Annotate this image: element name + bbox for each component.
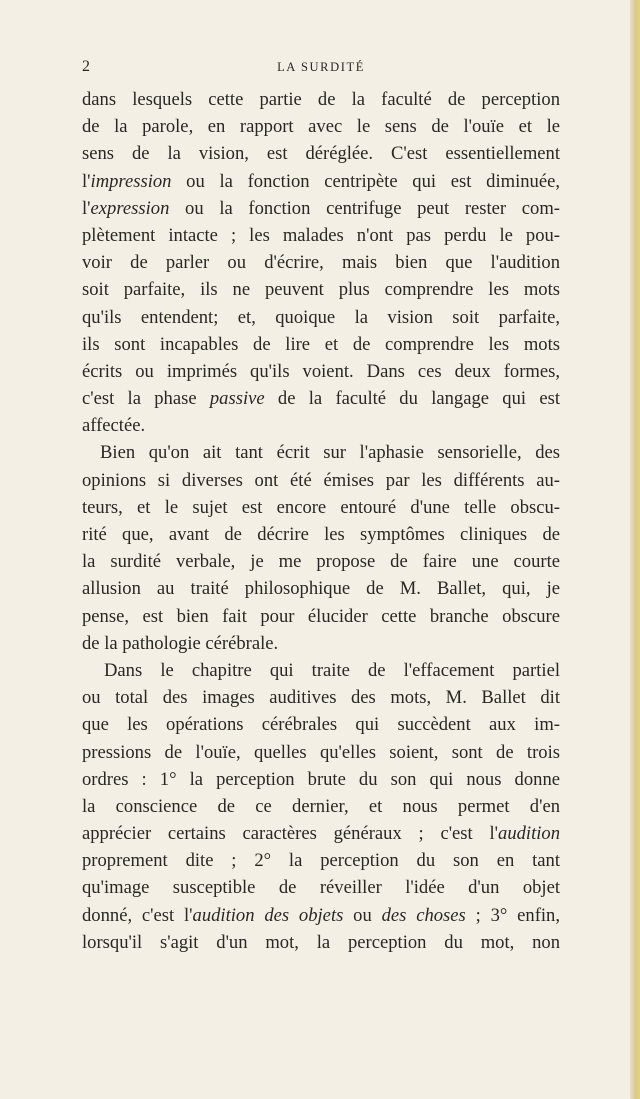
text-line: donné, c'est l'audition des objets ou des choses ; 3° enfin, [82, 904, 560, 926]
body-text [82, 86, 560, 956]
text-line: de la pathologie cérébrale. [82, 632, 279, 654]
text-line: pense, est bien fait pour élucider cette branche obscure [82, 605, 560, 627]
text-line: voir de parler ou d'écrire, mais bien que l'audition [82, 252, 560, 274]
text-line: sens de la vision, est déréglée. C'est essentiellement [82, 143, 560, 165]
text-line: soit parfaite, ils ne peuvent plus comprendre les mots [82, 279, 560, 301]
text-line: Dans le chapitre qui traite de l'effacement partiel [104, 659, 560, 681]
text-line: qu'image susceptible de réveiller l'idée d'un objet [82, 877, 560, 899]
text-line: écrits ou imprimés qu'ils voient. Dans ces deux formes, [82, 360, 560, 382]
text-line: Bien qu'on ait tant écrit sur l'aphasie sensorielle, des [100, 442, 560, 464]
text-line: teurs, et le sujet est encore entouré d'une telle obscu- [82, 496, 560, 518]
text-line: dans lesquels cette partie de la faculté de perception [82, 89, 560, 110]
text-line: de la parole, en rapport avec le sens de l'ouïe et le [82, 116, 560, 138]
text-line: ordres : 1° la perception brute du son qui nous donne [82, 768, 560, 790]
text-line: rité que, avant de décrire les symptômes cliniques de [82, 524, 560, 545]
page-header [82, 58, 560, 80]
text-line: c'est la phase passive de la faculté du langage qui est [82, 388, 560, 410]
text-line: ou total des images auditives des mots, M. Ballet dit [82, 687, 560, 709]
page-edge [630, 0, 640, 1099]
text-line: ils sont incapables de lire et de comprendre les mots [82, 333, 560, 355]
text-line: l'impression ou la fonction centripète qui est diminuée, [82, 170, 560, 192]
text-line: affectée. [82, 415, 146, 437]
text-line: opinions si diverses ont été émises par les différents au- [82, 469, 560, 491]
page-number: 2 [82, 58, 90, 75]
text-line: allusion au traité philosophique de M. Ballet, qui, je [82, 578, 560, 600]
text-line: plètement intacte ; les malades n'ont pas perdu le pou- [82, 224, 560, 246]
text-line: pressions de l'ouïe, quelles qu'elles soient, sont de trois [82, 741, 560, 763]
running-title: LA SURDITÉ [277, 60, 365, 74]
text-line: qu'ils entendent; et, quoique la vision soit parfaite, [82, 306, 560, 328]
text-line: apprécier certains caractères généraux ; c'est l'audition [82, 823, 560, 845]
text-line: que les opérations cérébrales qui succèdent aux im- [82, 714, 560, 736]
text-line: proprement dite ; 2° la perception du son en tant [82, 850, 560, 872]
text-line: l'expression ou la fonction centrifuge peut rester com- [82, 197, 560, 219]
text-line: la conscience de ce dernier, et nous permet d'en [82, 795, 560, 817]
text-line: lorsqu'il s'agit d'un mot, la perception du mot, non [82, 931, 560, 953]
text-line: la surdité verbale, je me propose de faire une courte [82, 551, 560, 573]
